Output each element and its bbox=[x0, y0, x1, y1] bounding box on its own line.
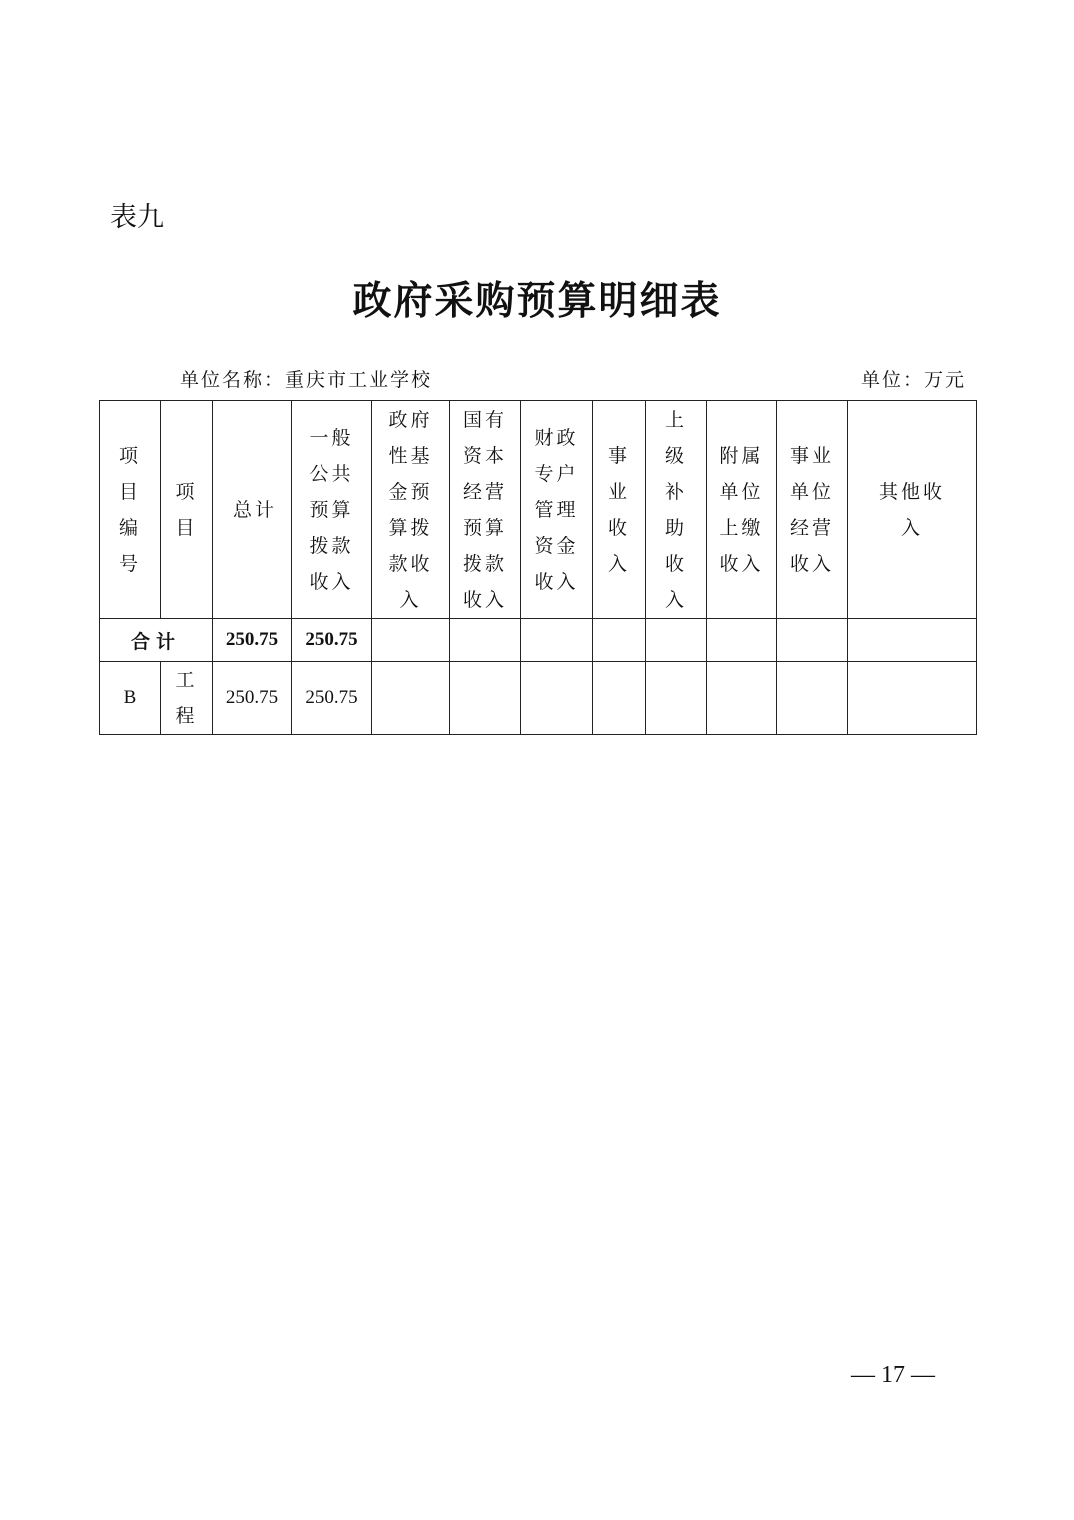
header-row bbox=[100, 401, 977, 619]
row-empty-cell bbox=[450, 662, 521, 735]
total-label: 合计 bbox=[100, 619, 213, 662]
unit-name: 单位名称：重庆市工业学校 bbox=[180, 369, 433, 391]
header-cell-code: 项目编号 bbox=[100, 401, 161, 619]
total-empty-cell bbox=[646, 619, 707, 662]
row-general-budget: 250.75 bbox=[292, 662, 372, 735]
total-empty-cell bbox=[848, 619, 977, 662]
row-total: 250.75 bbox=[213, 662, 292, 735]
header-cell-fund-budget: 政府性基金预算拨款收入 bbox=[372, 401, 450, 619]
total-row bbox=[100, 619, 977, 662]
table-row bbox=[100, 662, 977, 735]
row-item: 工程 bbox=[175, 669, 198, 727]
header-cell-special-account: 财政专户管理资金收入 bbox=[521, 401, 593, 619]
header-cell-superior-subsidy: 上级补助收入 bbox=[646, 401, 707, 619]
total-empty-cell bbox=[372, 619, 450, 662]
header-cell-total: 总计 bbox=[213, 401, 292, 619]
total-empty-cell bbox=[707, 619, 777, 662]
row-code: B bbox=[100, 662, 161, 735]
row-empty-cell bbox=[848, 662, 977, 735]
header-cell-general-budget: 一般公共预算拨款收入 bbox=[292, 401, 372, 619]
unit-measure: 单位：万元 bbox=[860, 369, 966, 391]
total-total: 250.75 bbox=[213, 619, 292, 662]
document-title: 政府采购预算明细表 bbox=[352, 278, 722, 324]
total-empty-cell bbox=[593, 619, 646, 662]
procurement-budget-table bbox=[99, 400, 977, 735]
header-cell-other-income: 其他收入 bbox=[848, 401, 977, 619]
header-cell-affiliate-income: 附属单位上缴收入 bbox=[707, 401, 777, 619]
page-number: — 17 — bbox=[851, 1362, 935, 1388]
row-item-cell bbox=[161, 662, 213, 735]
row-empty-cell bbox=[521, 662, 593, 735]
header-cell-business-income: 事业收入 bbox=[593, 401, 646, 619]
row-empty-cell bbox=[777, 662, 848, 735]
table-label: 表九 bbox=[110, 202, 164, 233]
total-empty-cell bbox=[777, 619, 848, 662]
header-cell-operating-income: 事业单位经营收入 bbox=[777, 401, 848, 619]
row-empty-cell bbox=[707, 662, 777, 735]
total-general-budget: 250.75 bbox=[292, 619, 372, 662]
row-empty-cell bbox=[593, 662, 646, 735]
row-empty-cell bbox=[372, 662, 450, 735]
total-empty-cell bbox=[521, 619, 593, 662]
row-empty-cell bbox=[646, 662, 707, 735]
header-cell-state-capital: 国有资本经营预算拨款收入 bbox=[450, 401, 521, 619]
total-empty-cell bbox=[450, 619, 521, 662]
header-cell-item: 项目 bbox=[161, 401, 213, 619]
